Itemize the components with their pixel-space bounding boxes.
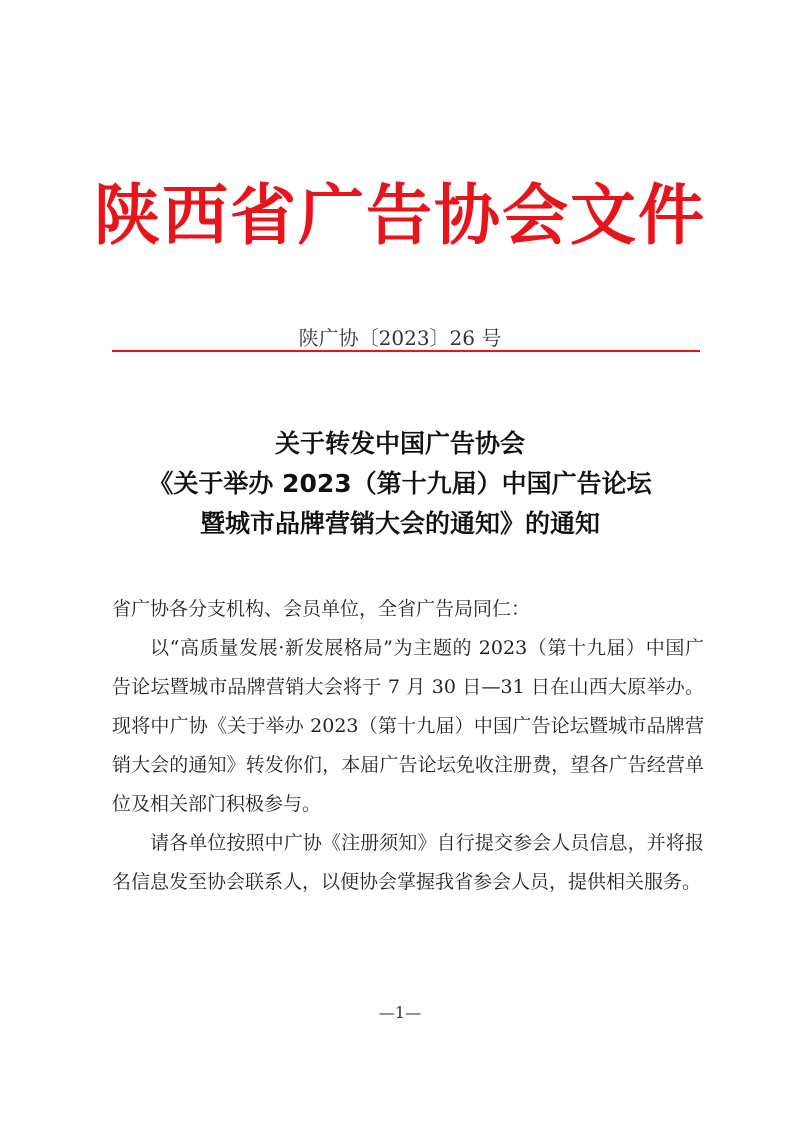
- notice-title: [80, 424, 720, 544]
- document-header-title: 陕西省广告协会文件: [94, 177, 706, 254]
- page-number: —1—: [378, 1003, 422, 1022]
- notice-body: [112, 590, 704, 902]
- salutation: 省广协各分支机构、会员单位，全省广告局同仁：: [112, 598, 531, 620]
- red-divider-line: [112, 350, 700, 352]
- notice-title-line-1: 关于转发中国广告协会: [274, 429, 525, 458]
- notice-title-line-3: 暨城市品牌营销大会的通知》的通知: [199, 509, 600, 538]
- notice-title-line-2: 《关于举办 2023（第十九届）中国广告论坛: [148, 469, 652, 498]
- document-number: 陕广协〔2023〕26 号: [298, 326, 502, 350]
- body-paragraph-1: 以“高质量发展·新发展格局”为主题的 2023（第十九届）中国广告论坛暨城市品牌营销大会将于 7 月 30 日—31 日在山西大原举办。现将中广协《关于举办 2023（第十九届）中国广告论坛暨城市品牌营销大会的通知》转发你们，本届广告论坛免收注册费，望各广告经营单位及相关部门积极参与。: [112, 637, 704, 815]
- body-paragraph-2: 请各单位按照中广协《注册须知》自行提交参会人员信息，并将报名信息发至协会联系人，以便协会掌握我省参会人员，提供相关服务。: [112, 832, 704, 893]
